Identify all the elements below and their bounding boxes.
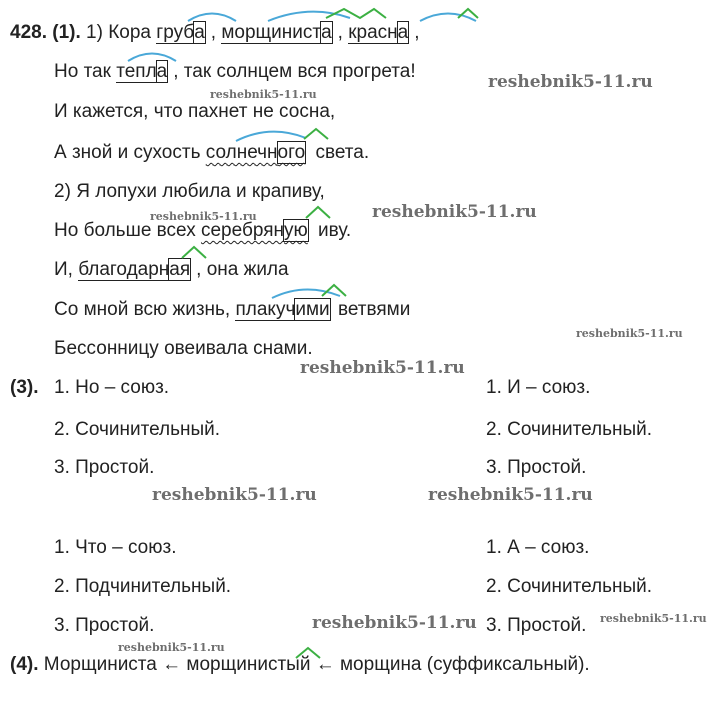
task-number: 428.: [10, 22, 47, 43]
word-root: благодарн: [78, 259, 170, 280]
analysis-a-2: 2. Сочинительный.: [54, 419, 221, 440]
watermark: reshebnik5-11.ru: [118, 641, 225, 654]
part-4-label: (4).: [10, 654, 39, 675]
suffix-mark-morshchinista: [326, 9, 386, 18]
suffix-mark-blagodarnaya: [182, 247, 206, 258]
morpheme-marks-line-6: [0, 204, 722, 224]
watermark: reshebnik5-11.ru: [300, 358, 465, 378]
suffix-mark-solnechnogo: [304, 129, 328, 139]
part-3-label: (3).: [10, 377, 39, 398]
watermark: reshebnik5-11.ru: [150, 210, 257, 223]
morpheme-marks-line-1: [0, 6, 722, 36]
part-1-label: (1).: [52, 22, 81, 43]
word-root: груб: [156, 22, 195, 43]
analysis-a-3: 3. Простой.: [54, 457, 155, 478]
text: Но больше всех: [54, 220, 196, 241]
stanza-2-number: 2): [54, 181, 71, 202]
watermark: reshebnik5-11.ru: [152, 485, 317, 505]
text: Кора: [108, 22, 152, 43]
text: А зной и сухость: [54, 142, 201, 163]
poem-line-3: И кажется, что пахнет не сосна,: [54, 101, 336, 122]
watermark: reshebnik5-11.ru: [600, 612, 707, 625]
analysis-c-2: 2. Подчинительный.: [54, 576, 232, 597]
text: Со мной всю жизнь,: [54, 299, 231, 320]
watermark: reshebnik5-11.ru: [576, 327, 683, 340]
text: Я лопухи любила и крапиву,: [76, 181, 325, 202]
analysis-d-2: 2. Сочинительный.: [486, 576, 653, 597]
watermark: reshebnik5-11.ru: [488, 72, 653, 92]
text: , так солнцем вся прогрета!: [173, 61, 416, 82]
morpheme-marks-line-2: [0, 46, 722, 66]
analysis-d-3: 3. Простой.: [486, 615, 587, 636]
derivation-text: Морщиниста ← морщинистый ← морщина (суффиксальный).: [43, 654, 590, 675]
word-root: тепл: [116, 61, 157, 82]
text: И,: [54, 259, 73, 280]
watermark: reshebnik5-11.ru: [372, 202, 537, 222]
text: Но так: [54, 61, 111, 82]
analysis-c-3: 3. Простой.: [54, 615, 155, 636]
word-root: морщинист: [221, 22, 322, 43]
comma: ,: [414, 22, 420, 43]
root-arc-tepla: [128, 54, 176, 62]
word-ending: а: [156, 61, 168, 82]
root-arc-plakuchimi: [272, 289, 340, 298]
word-ending: ая: [169, 259, 191, 280]
word-root: красн: [348, 22, 398, 43]
word-ending: ого: [277, 142, 306, 163]
root-arc-gruba: [188, 14, 236, 22]
text: света.: [315, 142, 370, 163]
analysis-b-3: 3. Простой.: [486, 457, 587, 478]
watermark: reshebnik5-11.ru: [312, 613, 477, 633]
word-root: солнечн: [205, 142, 278, 163]
poem-line-5: [54, 180, 325, 204]
morpheme-marks-line-4: [0, 126, 722, 146]
word-ending: ую: [284, 220, 308, 241]
comma: ,: [210, 22, 217, 43]
analysis-b-1: 1. И – союз.: [486, 377, 591, 398]
analysis-b-2: 2. Сочинительный.: [486, 419, 653, 440]
word-root: плакуч: [235, 299, 296, 320]
poem-line-9: Бессонницу овеивала снами.: [54, 338, 313, 359]
text: , она жила: [196, 259, 289, 280]
comma: ,: [337, 22, 343, 43]
root-arc-solnechnogo: [236, 132, 306, 141]
analysis-c-1: 1. Что – союз.: [54, 537, 177, 558]
morpheme-marks-line-7: [0, 244, 722, 264]
word-root: серебрян: [200, 220, 284, 241]
word-ending: а: [321, 22, 332, 43]
word-ending: ими: [295, 299, 330, 320]
analysis-a-1: 1. Но – союз.: [54, 377, 170, 398]
text: иву.: [318, 220, 352, 241]
text: ветвями: [337, 299, 411, 320]
root-arc-krasna: [420, 14, 476, 22]
watermark: reshebnik5-11.ru: [428, 485, 593, 505]
word-ending: а: [194, 22, 205, 43]
word-ending: а: [397, 22, 409, 43]
stanza-1-number: 1): [86, 22, 103, 43]
suffix-mark-serebryanuyu: [306, 207, 330, 218]
watermark: reshebnik5-11.ru: [210, 88, 317, 101]
analysis-d-1: 1. А – союз.: [486, 537, 590, 558]
morpheme-marks-line-8: [0, 282, 722, 302]
suffix-mark-derivation: [0, 646, 722, 660]
